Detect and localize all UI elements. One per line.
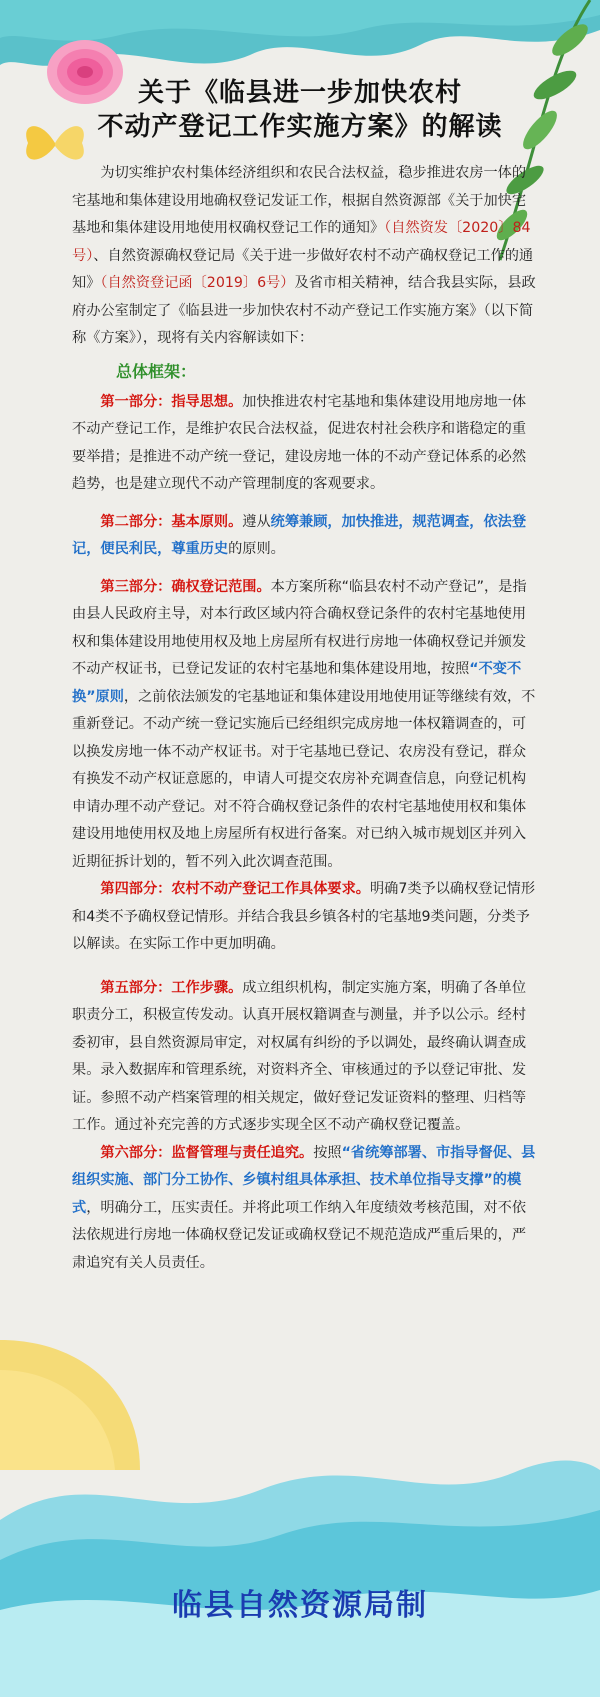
part2-principles: 统筹兼顾，加快推进，规范调查，依法登记，便民利民，尊重历史 — [72, 513, 527, 557]
footer-issuer: 临县自然资源局制 — [172, 1588, 428, 1623]
article-body — [72, 160, 540, 1277]
intro-doc-ref-2: （自然资登记函〔2019〕6号） — [100, 275, 295, 291]
part5-label: 第五部分：工作步骤。 — [100, 979, 243, 996]
part2-label: 第二部分：基本原则。 — [100, 513, 243, 530]
part2-paragraph — [72, 509, 540, 564]
intro-text-3: 及省市相关精神，结合我县实际，县政府办公室制定了《临县进一步加快农村不动产登记工作实施方案》（以下简称《方案》），现将有关内容解读如下： — [72, 275, 536, 346]
intro-text-2: 、自然资源确权登记局《关于进一步做好农村不动产确权登记工作的通知》 — [72, 247, 534, 291]
intro-paragraph — [72, 160, 540, 353]
part3-principle: “不变不换”原则 — [72, 661, 522, 705]
bottom-wave-decoration — [0, 1440, 600, 1697]
intro-doc-ref-1: （自然资发〔2020〕84号） — [72, 220, 531, 264]
part2-text-1: 遵从 — [242, 513, 271, 530]
page-title — [0, 76, 600, 144]
part5-paragraph — [72, 975, 540, 1140]
part3-paragraph — [72, 574, 540, 877]
part3-text-2: ，之前依法颁发的宅基地证和集体建设用地使用证等继续有效，不重新登记。不动产统一登记实施后已经组织完成房地一体权籍调查的，可以换发房地一体不动产权证书。对于宅基地已登记、农房没有登记，群众有换发不动产权证意愿的，申请人可提交农房补充调查信息，向登记机构申请办理不动产登记。对不符合确权登记条件的农村宅基地使用权和集体建设用地使用权及地上房屋所有权进行备案。对已纳入城市规划区并列入近期征拆计划的，暂不列入此次调查范围。 — [72, 688, 536, 870]
part1-text: 加快推进农村宅基地和集体建设用地房地一体不动产登记工作，是维护农民合法权益，促进农村社会秩序和谐稳定的重要举措；是推进不动产统一登记，建设房地一体的不动产登记体系的必然趋势，也是建立现代不动产管理制度的客观要求。 — [72, 393, 527, 492]
part4-label: 第四部分：农村不动产登记工作具体要求。 — [100, 881, 370, 897]
part6-paragraph — [72, 1140, 540, 1278]
part3-label: 第三部分：确权登记范围。 — [100, 578, 271, 595]
part1-label: 第一部分：指导思想。 — [100, 393, 243, 410]
part6-model: “省统筹部署、市指导督促、县组织实施、部门分工协作、乡镇村组具体承担、技术单位指导支撑”的模式 — [72, 1144, 536, 1216]
part5-text: 成立组织机构，制定实施方案，明确了各单位职责分工，积极宣传发动。认真开展权籍调查与测量，并予以公示。经村委初审，县自然资源局审定，对权属有纠纷的予以调处，最终确认调查成果。录入数据库和管理系统，对资料齐全、审核通过的予以登记审批、发证。参照不动产档案管理的相关规定，做好登记发证资料的整理、归档等工作。通过补充完善的方式逐步实现全区不动产确权登记覆盖。 — [72, 979, 527, 1133]
part6-label: 第六部分：监督管理与责任追究。 — [100, 1144, 314, 1161]
title-line-1: 关于《临县进一步加快农村 — [137, 78, 462, 108]
part2-text-2: 的原则。 — [228, 541, 285, 557]
part6-text-2: ，明确分工，压实责任。并将此项工作纳入年度绩效考核范围，对不依法依规进行房地一体确权登记发证或确权登记不规范造成严重后果的，严肃追究有关人员责任。 — [72, 1199, 527, 1271]
part1-paragraph — [72, 389, 540, 499]
intro-text-1: 为切实维护农村集体经济组织和农民合法权益，稳步推进农房一体的宅基地和集体建设用地确权登记发证工作，根据自然资源部《关于加快宅基地和集体建设用地使用权确权登记工作的通知》 — [72, 165, 527, 236]
part3-text-1: 本方案所称“临县农村不动产登记”，是指由县人民政府主导，对本行政区域内符合确权登记条件的农村宅基地使用权和集体建设用地使用权及地上房屋所有权进行房地一体确权登记并颁发不动产权证书，已登记发证的农村宅基地和集体建设用地，按照 — [72, 578, 527, 677]
part6-text-1: 按照 — [313, 1144, 342, 1161]
framework-heading: 总体框架： — [116, 361, 197, 381]
part4-paragraph — [72, 876, 540, 959]
part4-text: 明确7类予以确权登记情形和4类不予确权登记情形。并结合我县乡镇各村的宅基地9类问题，分类予以解读。在实际工作中更加明确。 — [72, 881, 536, 952]
title-line-2: 不动产登记工作实施方案》的解读 — [97, 112, 503, 142]
